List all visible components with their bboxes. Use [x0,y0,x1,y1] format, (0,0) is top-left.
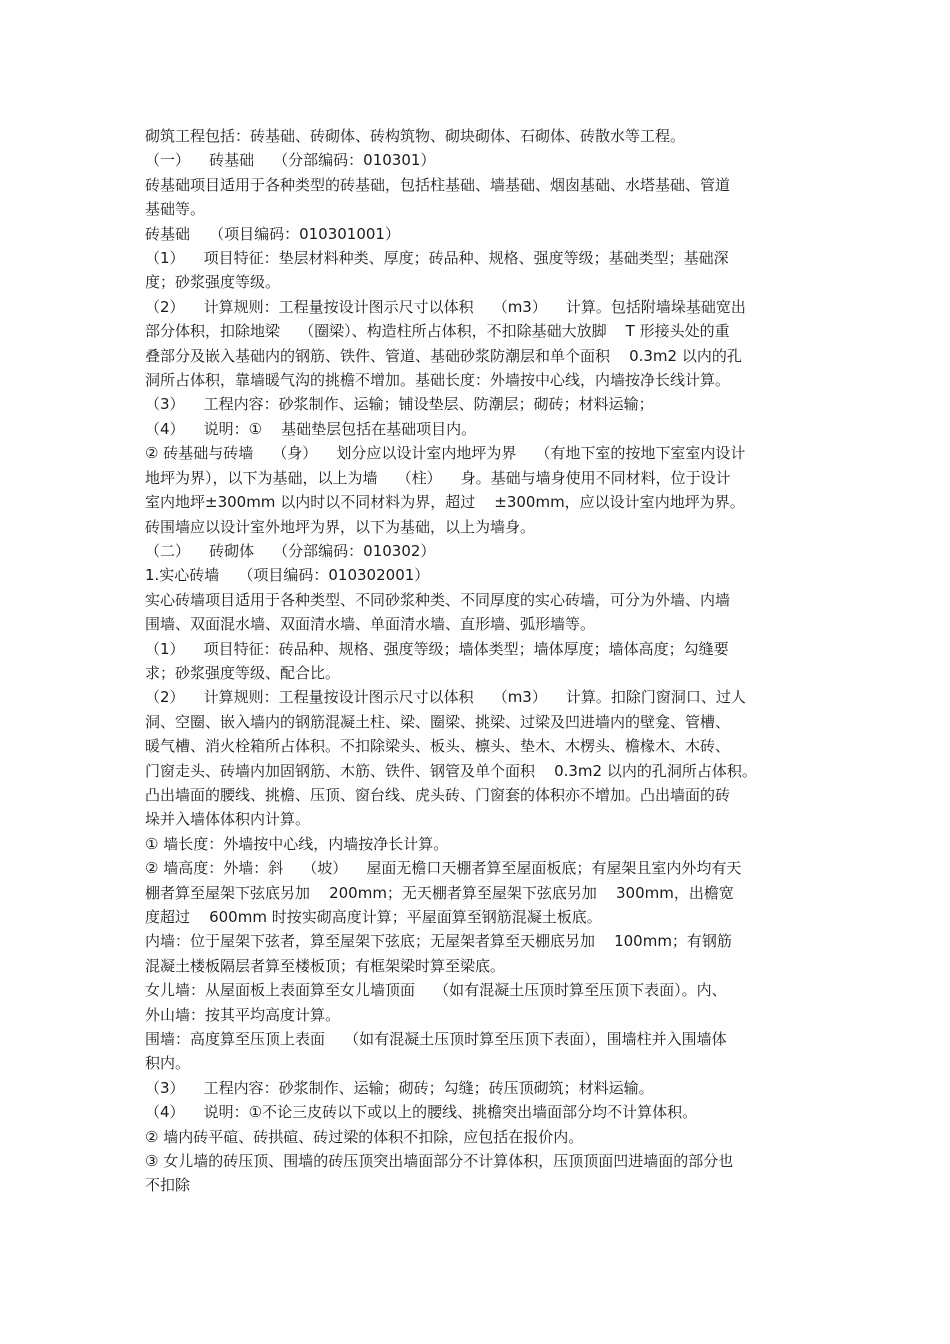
item-heading: 砖基础 （项目编码：010301001） [145,224,400,243]
text-line: 基础等。 [145,200,206,219]
document-body [145,124,825,1198]
item-heading: 1.实心砖墙 （项目编码：010302001） [145,566,430,585]
text-line: （4） 说明：①不论三皮砖以下或以上的腰线、挑檐突出墙面部分均不计算体积。 [145,1103,698,1122]
text-line: （2） 计算规则：工程量按设计图示尺寸以体积 （m3） 计算。包括附墙垛基础宽出 [145,297,746,316]
text-line: 不扣除 [145,1176,191,1195]
text-line: 部分体积，扣除地梁 （圈梁）、构造柱所占体积，不扣除基础大放脚 T 形接头处的重 [145,322,730,341]
section-heading: （一） 砖基础 （分部编码：010301） [145,151,436,170]
text-line: 凸出墙面的腰线、挑檐、压顶、窗台线、虎头砖、门窗套的体积亦不增加。凸出墙面的砖 [145,785,731,804]
text-line: 砖基础项目适用于各种类型的砖基础，包括柱基础、墙基础、烟囱基础、水塔基础、管道 [145,175,731,194]
text-line: 地坪为界），以下为基础，以上为墙 （柱） 身。基础与墙身使用不同材料，位于设计 [145,468,731,487]
text-line: 室内地坪±300mm 以内时以不同材料为界，超过 ±300mm，应以设计室内地坪为界。 [145,493,745,512]
text-line: ② 墙内砖平碹、砖拱碹、砖过梁的体积不扣除，应包括在报价内。 [145,1127,584,1146]
text-line: 门窗走头、砖墙内加固钢筋、木筋、铁件、钢管及单个面积 0.3m2 以内的孔洞所占体积。 [145,761,757,780]
text-line: 叠部分及嵌入基础内的钢筋、铁件、管道、基础砂浆防潮层和单个面积 0.3m2 以内的孔 [145,346,742,365]
text-line: 围墙：高度算至压顶上表面 （如有混凝土压顶时算至压顶下表面），围墙柱并入围墙体 [145,1030,727,1049]
text-line: 暖气槽、消火栓箱所占体积。不扣除梁头、板头、檩头、垫木、木楞头、檐椽木、木砖、 [145,737,731,756]
text-line: 内墙：位于屋架下弦者，算至屋架下弦底；无屋架者算至天棚底另加 100mm；有钢筋 [145,932,732,951]
text-line: 求；砂浆强度等级、配合比。 [145,663,341,682]
text-line: 女儿墙：从屋面板上表面算至女儿墙顶面 （如有混凝土压顶时算至压顶下表面）。内、 [145,981,727,1000]
text-line: ② 砖基础与砖墙 （身） 划分应以设计室内地坪为界 （有地下室的按地下室室内设计 [145,444,746,463]
text-line: 度超过 600mm 时按实砌高度计算；平屋面算至钢筋混凝土板底。 [145,908,602,926]
text-line: （1） 项目特征：砖品种、规格、强度等级；墙体类型；墙体厚度；墙体高度；勾缝要 [145,639,729,658]
text-line: 围墙、双面混水墙、双面清水墙、单面清水墙、直形墙、弧形墙等。 [145,615,596,634]
text-line: （2） 计算规则：工程量按设计图示尺寸以体积 （m3） 计算。扣除门窗洞口、过人 [145,688,746,707]
text-line: 砌筑工程包括：砖基础、砖砌体、砖构筑物、砌块砌体、石砌体、砖散水等工程。 [145,127,686,145]
text-line: ③ 女儿墙的砖压顶、围墙的砖压顶突出墙面部分不计算体积，压顶顶面凹进墙面的部分也 [145,1152,734,1171]
text-line: 积内。 [145,1054,191,1073]
text-line: 外山墙：按其平均高度计算。 [145,1005,341,1024]
text-line: 混凝土楼板隔层者算至楼板顶；有框架梁时算至梁底。 [145,956,506,975]
text-line: （3） 工程内容：砂浆制作、运输；砌砖；勾缝；砖压顶砌筑；材料运输。 [145,1078,654,1097]
text-line: ① 墙长度：外墙按中心线，内墙按净长计算。 [145,834,449,853]
text-line: 实心砖墙项目适用于各种类型、不同砂浆种类、不同厚度的实心砖墙，可分为外墙、内墙 [145,590,731,609]
text-line: 洞、空圈、嵌入墙内的钢筋混凝土柱、梁、圈梁、挑梁、过梁及凹进墙内的壁龛、管槽、 [145,712,731,731]
text-line: （1） 项目特征：垫层材料种类、厚度；砖品种、规格、强度等级；基础类型；基础深 [145,249,729,268]
text-line: 垛并入墙体体积内计算。 [145,810,311,829]
text-line: 砖围墙应以设计室外地坪为界，以下为基础，以上为墙身。 [145,517,536,536]
section-heading: （二） 砖砌体 （分部编码：010302） [145,541,436,560]
text-line: （4） 说明：① 基础垫层包括在基础项目内。 [145,419,477,438]
text-line: （3） 工程内容：砂浆制作、运输；铺设垫层、防潮层；砌砖；材料运输； [145,395,654,414]
text-line: 棚者算至屋架下弦底另加 200mm；无天棚者算至屋架下弦底另加 300mm，出檐宽 [145,883,734,902]
text-line: 洞所占体积，靠墙暖气沟的挑檐不增加。基础长度：外墙按中心线，内墙按净长线计算。 [145,371,731,390]
text-line: ② 墙高度：外墙：斜 （坡） 屋面无檐口天棚者算至屋面板底；有屋架且室内外均有天 [145,859,742,878]
text-line: 度；砂浆强度等级。 [145,273,281,292]
